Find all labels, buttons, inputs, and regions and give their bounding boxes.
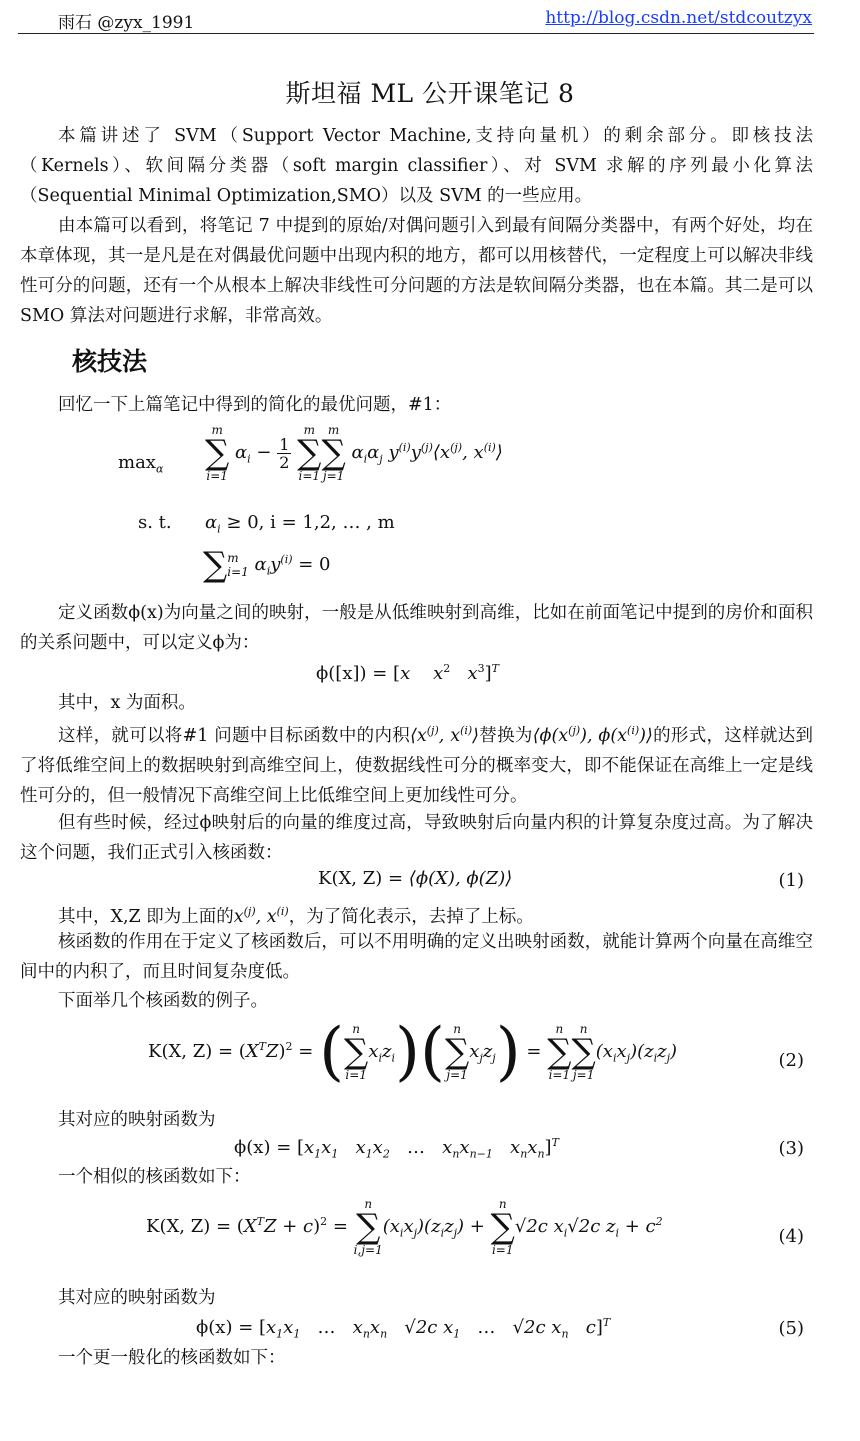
phi-mapping-equation: ϕ([x]) = [x $x^2$ $x^3]^T$ — [316, 662, 499, 684]
high-dimension-paragraph: 但有些时候，经过ϕ映射后的向量的维度过高，导致映射后向量内积的计算复杂度过高。为了解决这个问题，我们正式引入核函数： — [20, 813, 813, 863]
kernel-definition-equation: K(X, Z) = ⟨ϕ(X), ϕ(Z)⟩ — [318, 868, 513, 889]
header-author: 雨石 @zyx_1991 — [58, 13, 195, 33]
equation-number-5: (5) — [778, 1318, 804, 1339]
recall-paragraph: 回忆一下上篇笔记中得到的简化的最优问题，#1： — [58, 395, 452, 415]
define-phi-paragraph: 定义函数ϕ(x)为向量之间的映射，一般是从低维映射到高维，比如在前面笔记中提到的房价和面积的关系问题中，可以定义ϕ为： — [20, 603, 813, 653]
examples-intro: 下面举几个核函数的例子。 — [58, 991, 268, 1011]
general-kernel-intro: 一个更一般化的核函数如下： — [58, 1348, 286, 1368]
equation-number-2: (2) — [778, 1050, 804, 1071]
mapping-equation-5: $\phi(x) = [x_1x_1$ … $x_nx_n$ √2c $x_1$ … √2c $x_n$ c]$^T$ — [196, 1316, 611, 1341]
equation-number-4: (4) — [778, 1226, 804, 1247]
constraint-alpha: $\alpha_i \ge 0$, i = 1,2, … , m — [205, 512, 395, 536]
page-title: 斯坦福 ML 公开课笔记 8 — [285, 79, 575, 108]
equation-number-1: (1) — [778, 870, 804, 891]
mapping-equation-3: $\phi(x) = [x_1x_1$ $x_1x_2$ … $x_nx_{n-1}$ $x_nx_n]^T$ — [234, 1136, 559, 1161]
dual-objective-equation: m ∑ i=1 $\alpha_i$ − $\frac{1}{2}$ m ∑ i=1 m ∑ j=1 $\alpha_i\alpha_j$ $y^{(i)}y^{(j)}⟨x^{(j)}$, $x^{(i)}⟩$ — [205, 423, 503, 483]
similar-kernel-intro: 一个相似的核函数如下： — [58, 1167, 251, 1187]
subject-to-label: s. t. — [138, 512, 172, 533]
mapping-function-1-intro: 其对应的映射函数为 — [58, 1110, 216, 1130]
constraint-sum-equation: ∑ m i=1 $\alpha_iy^{(i)} = 0$ — [203, 545, 331, 585]
kernel-example-equation-4: K(X, $Z) = (X^TZ + c)^2$ = n ∑ i,j=1 $(x_ix_j)(z_iz_j)$ + n ∑ i=1 √2c $x_i√2c$ $z_i + c^2$ — [146, 1197, 663, 1257]
header-divider — [18, 33, 814, 34]
intro-paragraph-1: 本篇讲述了 SVM（Support Vector Machine,支持向量机）的剩余部分。即核技法（Kernels）、软间隔分类器（soft margin classifier）、对 SVM 求解的序列最小化算法（Sequential Minimal Optimization,SMO）以及 SVM 的一些应用。 — [20, 126, 813, 206]
kernel-role-paragraph: 核函数的作用在于定义了核函数后，可以不用明确的定义出映射函数，就能计算两个向量在高维空间中的内积了，而且时间复杂度低。 — [20, 932, 813, 982]
section-heading-kernels: 核技法 — [72, 347, 148, 376]
intro-paragraph-2: 由本篇可以看到，将笔记 7 中提到的原始/对偶问题引入到最有间隔分类器中，有两个好处，均在本章体现，其一是凡是在对偶最优问题中出现内积的地方，都可以用核替代，一定程度上可以解决非线性可分的问题，还有一个从根本上解决非线性可分问题的方法是软间隔分类器，也在本篇。其二是可以 SMO 算法对问题进行求解，非常高效。 — [20, 216, 813, 326]
kernel-example-equation-2: K(X, $Z) = (X^TZ)^2$ = ( n ∑ i=1 $x_iz_i$)( n ∑ j=1 $x_jz_j$) = n ∑ i=1 n ∑ j=1 $(x_ix_j)(z_iz_j)$ — [148, 1015, 678, 1089]
max-label: $\max_\alpha$ — [118, 452, 164, 476]
mapping-function-2-intro: 其对应的映射函数为 — [58, 1288, 216, 1308]
replace-inner-product-paragraph: 这样，就可以将#1 问题中目标函数中的内积$⟨x^{(j)}$, $x^{(i)}⟩$替换为$⟨\phi(x^{(j)})$, $\phi(x^{(i)})⟩$的形式，这样就达到了将低维空间上的数据映射到高维空间上，使数据线性可分的概率变大，即不能保证在高维上一定是线性可分的，但一般情况下高维空间上比低维空间上更加线性可分。 — [20, 724, 814, 806]
equation-number-3: (3) — [778, 1138, 804, 1159]
header-url-link[interactable]: http://blog.csdn.net/stdcoutzyx — [545, 8, 812, 28]
xz-note-paragraph: 其中，X,Z 即为上面的$x^{(j)}$, $x^{(i)}$，为了简化表示，去掉了上标。 — [58, 905, 534, 927]
x-area-note: 其中，x 为面积。 — [58, 693, 196, 713]
